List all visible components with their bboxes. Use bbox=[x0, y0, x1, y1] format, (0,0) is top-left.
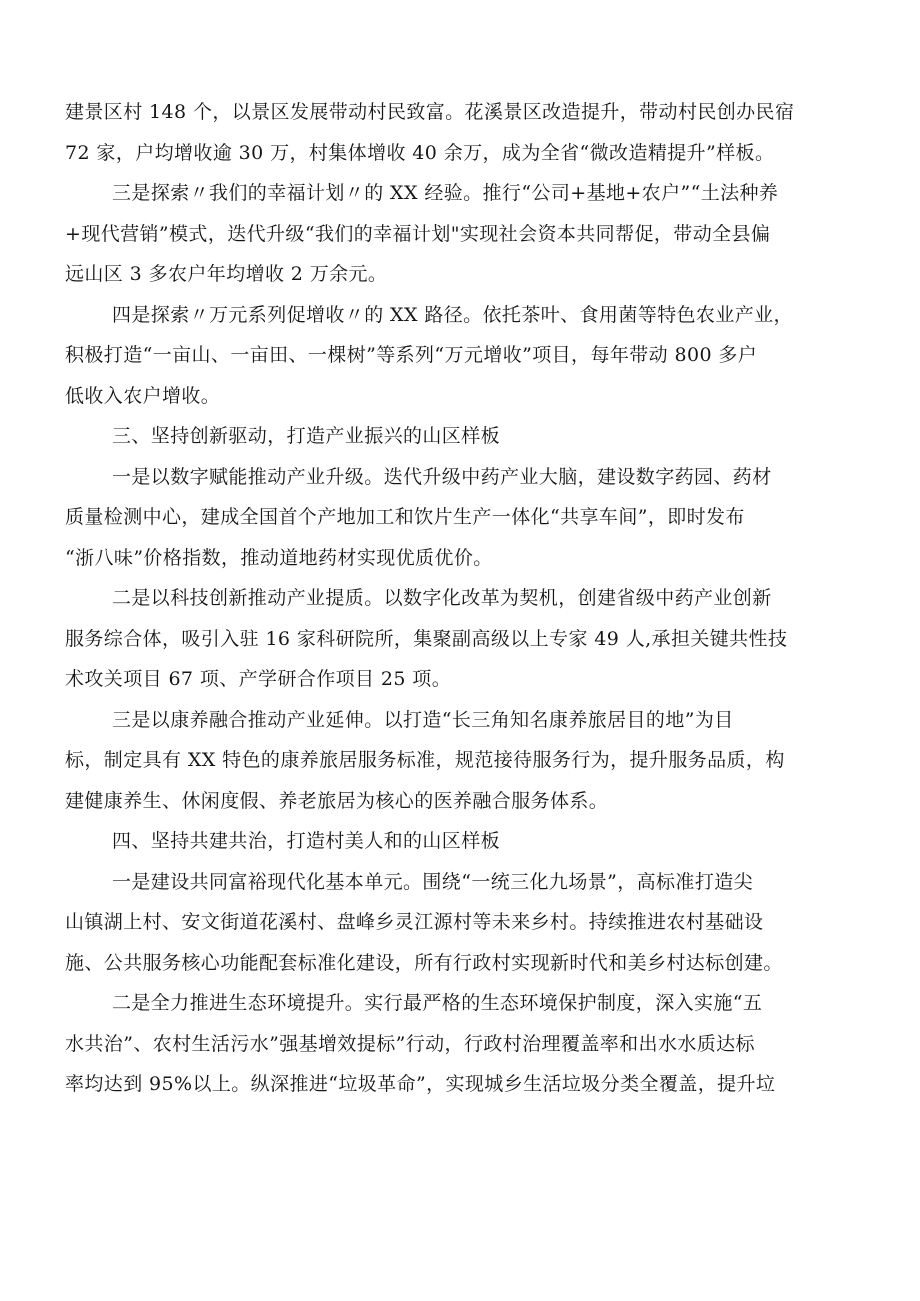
text-line: 服务综合体，吸引入驻 16 家科研院所，集聚副高级以上专家 49 人,承担关键共性技 bbox=[65, 627, 788, 650]
text-line: 建健康养生、休闲度假、养老旅居为核心的医养融合服务体系。 bbox=[65, 789, 609, 812]
document-body bbox=[65, 92, 855, 1105]
text-line: 质量检测中心，建成全国首个产地加工和饮片生产一体化“共享车间”，即时发布 bbox=[65, 506, 745, 528]
text-line: 术攻关项目 67 项、产学研合作项目 25 项。 bbox=[65, 668, 452, 690]
text-line: 四、坚持共建共治，打造村美人和的山区样板 bbox=[112, 830, 501, 852]
text-line: 山镇湖上村、安文街道花溪村、盘峰乡灵江源村等未来乡村。持续推进农村基础设 bbox=[65, 911, 764, 933]
text-line: 三是以康养融合推动产业延伸。以打造“长三角知名康养旅居目的地”为目 bbox=[112, 708, 734, 731]
text-line: 三是探索〃我们的幸福计划〃的 XX 经验。推行“公司+基地+农户”“土法种养 bbox=[112, 182, 779, 204]
text-line: “浙八味”价格指数，推动道地药材实现优质优价。 bbox=[65, 546, 493, 569]
text-line: 一是以数字赋能推动产业升级。迭代升级中药产业大脑，建设数字药园、药材 bbox=[112, 465, 772, 488]
text-line: 水共治”、农村生活污水”强基增效提标”行动，行政村治理覆盖率和出水水质达标 bbox=[65, 1032, 755, 1055]
text-line: 标，制定具有 XX 特色的康养旅居服务标准，规范接待服务行为，提升服务品质，构 bbox=[65, 749, 785, 771]
text-line: 建景区村 148 个，以景区发展带动村民致富。花溪景区改造提升，带动村民创办民宿 bbox=[65, 101, 795, 123]
text-line: 远山区 3 多农户年均增收 2 万余元。 bbox=[65, 263, 388, 285]
text-line: 积极打造“一亩山、一亩田、一棵树”等系列“万元增收”项目，每年带动 800 多户 bbox=[65, 344, 758, 366]
text-line: 低收入农户增收。 bbox=[65, 384, 221, 407]
text-line: 72 家，户均增收逾 30 万，村集体增收 40 余万，成为全省“微改造精提升”样板。 bbox=[65, 141, 775, 164]
text-line: 四是探索〃万元系列促增收〃的 XX 路径。依托茶叶、食用菌等特色农业产业， bbox=[112, 303, 793, 326]
text-line: 三、坚持创新驱动，打造产业振兴的山区样板 bbox=[112, 425, 501, 447]
text-line: 一是建设共同富裕现代化基本单元。围绕“一统三化九场景”，高标准打造尖 bbox=[112, 870, 754, 893]
text-line: 率均达到 95%以上。纵深推进“垃圾革命”，实现城乡生活垃圾分类全覆盖，提升垃 bbox=[65, 1073, 776, 1095]
text-line: 施、公共服务核心功能配套标准化建设，所有行政村实现新时代和美乡村达标创建。 bbox=[65, 951, 783, 974]
text-line: +现代营销”模式，迭代升级“我们的幸福计划"实现社会资本共同帮促，带动全县偏 bbox=[65, 222, 771, 245]
text-line: 二是以科技创新推动产业提质。以数字化改革为契机，创建省级中药产业创新 bbox=[112, 587, 772, 609]
text-line: 二是全力推进生态环境提升。实行最严格的生态环境保护制度，深入实施“五 bbox=[112, 992, 763, 1014]
